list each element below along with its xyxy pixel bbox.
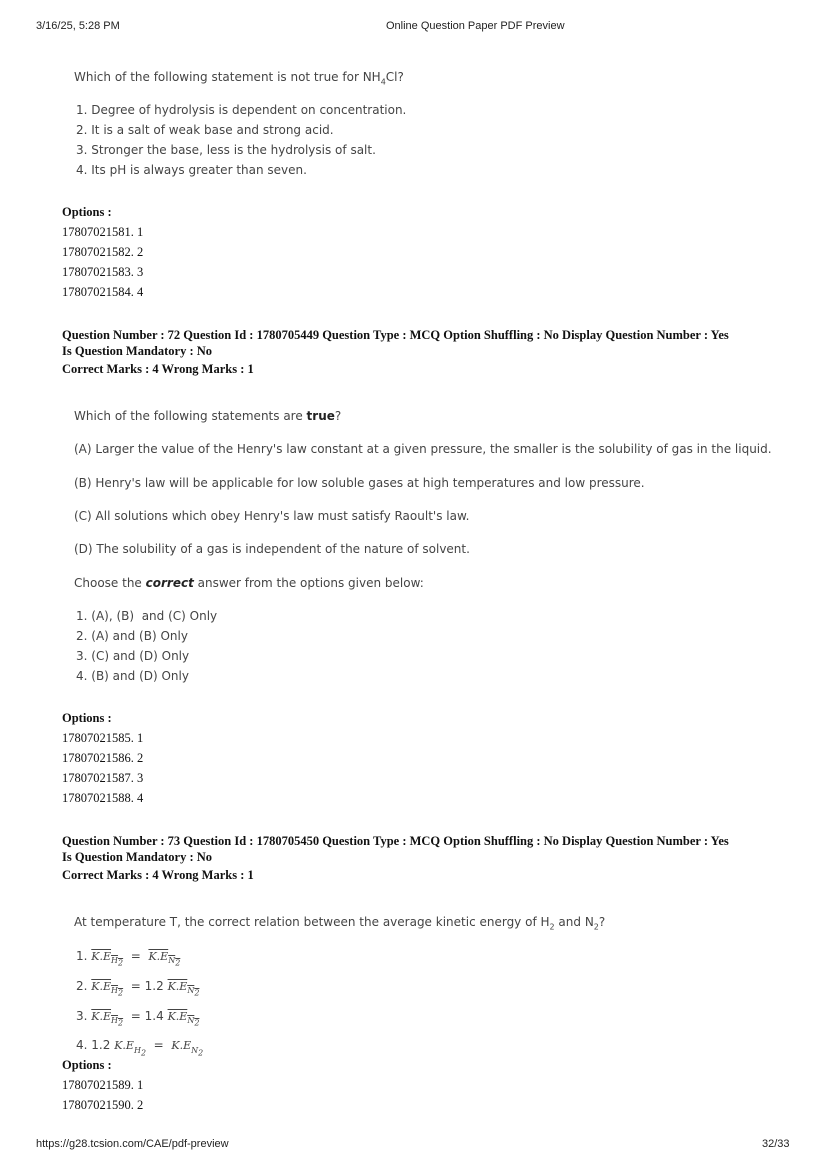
q72-choice-4: 4. (B) and (D) Only — [76, 669, 189, 683]
q71-stem: Which of the following statement is not true for $NH_4Cl$? — [74, 70, 404, 87]
q71-choice-3: 3. Stronger the base, less is the hydrolysis of salt. — [76, 143, 376, 157]
q72-option-3: 17807021587. 3 — [62, 771, 144, 785]
q73-choice-4: 4. 1.2 $K.E_{H_2} = K.E_{N_2}$ — [76, 1038, 204, 1058]
q72-options-label: Options : — [62, 711, 112, 725]
q71-option-4: 17807021584. 4 — [62, 285, 144, 299]
q73-meta-line2: Is Question Mandatory : No — [62, 850, 213, 864]
print-datetime: 3/16/25, 5:28 PM — [36, 20, 120, 32]
q71-option-3: 17807021583. 3 — [62, 265, 144, 279]
q71-option-2: 17807021582. 2 — [62, 245, 144, 259]
q73-choice-3: 3. $K.E_{H_2} = 1.4$ $K.E_{N_2}$ — [76, 1008, 200, 1028]
q72-option-4: 17807021588. 4 — [62, 791, 144, 805]
footer-url[interactable]: https://g28.tcsion.com/CAE/pdf-preview — [36, 1138, 229, 1150]
q72-meta-line3: Correct Marks : 4 Wrong Marks : 1 — [62, 362, 254, 376]
q73-meta — [62, 833, 782, 883]
q71-choice-2: 2. It is a salt of weak base and strong acid. — [76, 123, 334, 137]
q73-options-label: Options : — [62, 1058, 112, 1072]
page-number: 32/33 — [762, 1138, 790, 1150]
q73-option-2: 17807021590. 2 — [62, 1098, 144, 1112]
q72-choice-3: 3. (C) and (D) Only — [76, 649, 190, 663]
q73-meta-line1: Question Number : 73 Question Id : 1780705450 Question Type : MCQ Option Shuffling : No Display Question Number : Yes — [62, 834, 729, 848]
q72-statement-c: (C) All solutions which obey Henry's law must satisfy Raoult's law. — [74, 509, 470, 523]
q72-meta — [62, 327, 782, 377]
q71-options-label: Options : — [62, 205, 112, 219]
q72-choice-list — [76, 606, 217, 686]
q72-meta-line2: Is Question Mandatory : No — [62, 344, 213, 358]
q71-option-1: 17807021581. 1 — [62, 225, 144, 239]
q73-meta-line3: Correct Marks : 4 Wrong Marks : 1 — [62, 868, 254, 882]
q72-statement-d: (D) The solubility of a gas is independent of the nature of solvent. — [74, 542, 470, 556]
q72-option-1: 17807021585. 1 — [62, 731, 144, 745]
q72-choice-1: 1. (A), (B) and (C) Only — [76, 609, 218, 623]
q72-stem: Which of the following statements are true? — [74, 409, 342, 423]
page-title: Online Question Paper PDF Preview — [386, 20, 565, 32]
q73-choice-2: 2. $K.E_{H_2} = 1.2$ $K.E_{N_2}$ — [76, 978, 200, 998]
q72-option-2: 17807021586. 2 — [62, 751, 144, 765]
q72-statement-b: (B) Henry's law will be applicable for low soluble gases at high temperatures and low pressure. — [74, 476, 645, 490]
q73-option-1: 17807021589. 1 — [62, 1078, 144, 1092]
q72-statement-a: (A) Larger the value of the Henry's law constant at a given pressure, the smaller is the solubility of gas in the liquid. — [74, 442, 772, 456]
q71-choice-list — [76, 100, 406, 180]
q73-choice-list — [76, 945, 203, 1064]
q72-meta-line1: Question Number : 72 Question Id : 1780705449 Question Type : MCQ Option Shuffling : No Display Question Number : Yes — [62, 328, 729, 342]
q71-choice-4: 4. Its pH is always greater than seven. — [76, 163, 307, 177]
q72-choice-2: 2. (A) and (B) Only — [76, 629, 188, 643]
q73-stem: At temperature T, the correct relation between the average kinetic energy of $H_2$ and $N_2$? — [74, 915, 606, 932]
q71-choice-1: 1. Degree of hydrolysis is dependent on concentration. — [76, 103, 407, 117]
q73-choice-1: 1. $K.E_{H_2} = K.E_{N_2}$ — [76, 949, 181, 968]
q72-instruction: Choose the correct answer from the options given below: — [74, 576, 424, 590]
